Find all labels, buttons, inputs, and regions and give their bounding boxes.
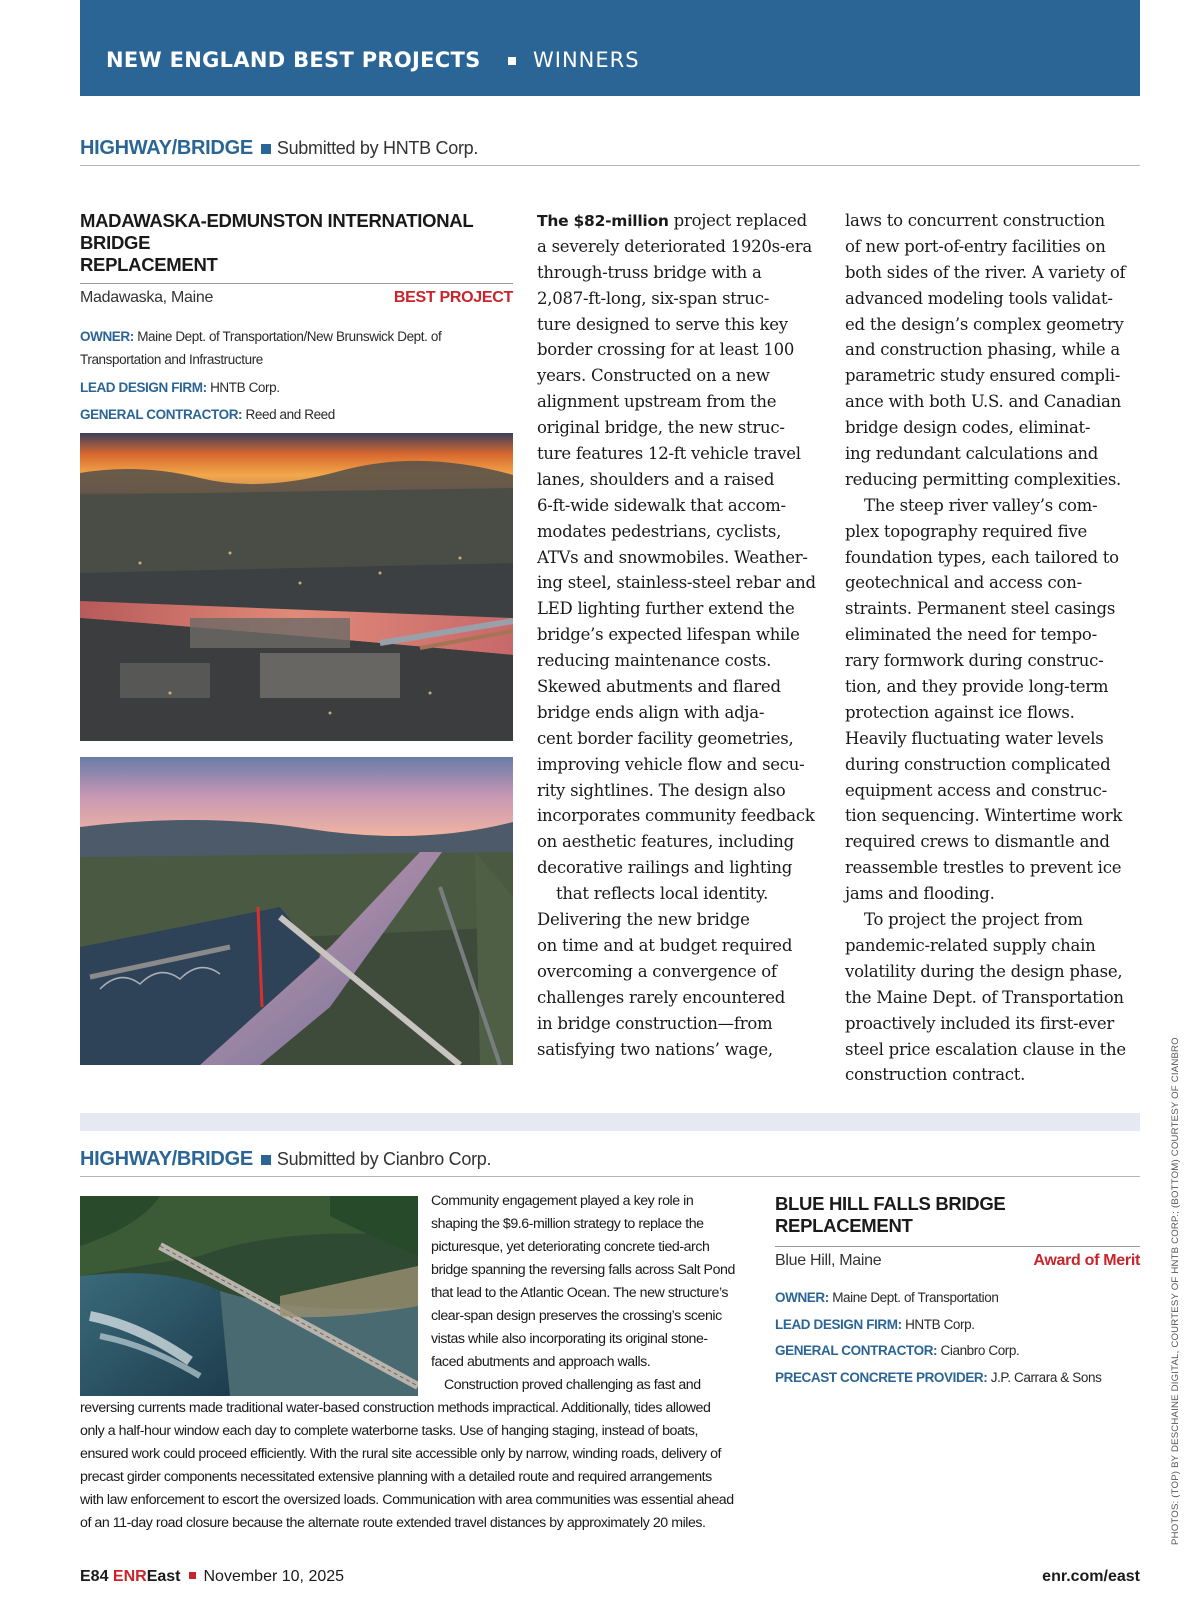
credit-value: HNTB Corp. — [905, 1316, 975, 1332]
section1-header — [80, 137, 1140, 166]
body-line: a severely deteriorated 1920s-era — [537, 236, 812, 256]
body-line: 6-ft-wide sidewalk that accom- — [537, 495, 786, 515]
section2-credit-design — [775, 1312, 1140, 1339]
body-line: rary formwork during construc- — [845, 651, 1104, 671]
blue-hill-falls-bridge-photo — [80, 1196, 418, 1396]
credit-label: OWNER: — [80, 329, 134, 344]
body-line: foundation types, each tailored to — [845, 547, 1119, 567]
body-line: bridge spanning the reversing falls across Salt Pond — [431, 1262, 735, 1278]
body-lead-bold: The $82-million — [537, 212, 669, 230]
section1-location: Madawaska, Maine — [80, 289, 214, 306]
header-separator — [508, 57, 516, 65]
body-line: advanced modeling tools validat- — [845, 288, 1113, 308]
section1-body-col2 — [845, 208, 1145, 1088]
body-line: eliminated the need for tempo- — [845, 625, 1097, 645]
section2-square-icon — [261, 1155, 271, 1165]
section2-project-title: BLUE HILL FALLS BRIDGE REPLACEMENT — [775, 1193, 1006, 1236]
body-line: parametric study ensured compli- — [845, 366, 1121, 386]
body-line: reducing maintenance costs. — [537, 651, 772, 671]
section2-header — [80, 1148, 1140, 1177]
body-line: decorative railings and lighting — [537, 858, 793, 878]
credit-value: J.P. Carrara & Sons — [990, 1369, 1102, 1385]
body-line: bridge ends align with adja- — [537, 702, 765, 722]
body-line: picturesque, yet deteriorating concrete tied-arch — [431, 1239, 710, 1255]
body-line: jams and flooding. — [845, 884, 995, 904]
body-line: tion sequencing. Wintertime work — [845, 806, 1123, 826]
section1-title-line1: MADAWASKA-EDMUNSTON INTERNATIONAL BRIDGE — [80, 210, 473, 253]
body-line: both sides of the river. A variety of — [845, 262, 1126, 282]
credit-value: Maine Dept. of Transportation — [832, 1290, 999, 1305]
credit-label: OWNER: — [775, 1290, 829, 1305]
body-line: geotechnical and access con- — [845, 573, 1082, 593]
credit-label: GENERAL CONTRACTOR: — [80, 406, 243, 422]
body-line: Skewed abutments and flared — [537, 677, 781, 697]
section1-title-line2: REPLACEMENT — [80, 254, 218, 275]
body-line: and construction phasing, while a — [845, 340, 1120, 360]
issue-date: November 10, 2025 — [203, 1568, 345, 1585]
body-line: cent border facility geometries, — [537, 728, 794, 748]
body-line: in bridge construction—from — [537, 1013, 773, 1033]
body-line: ture designed to serve this key — [537, 314, 788, 334]
body-line: that reflects local identity. — [556, 884, 769, 904]
body-line: 2,087-ft-long, six-span struc- — [537, 288, 770, 308]
body-line: Heavily fluctuating water levels — [845, 728, 1104, 748]
section2-location-row — [775, 1246, 1140, 1281]
section2-submitted-by: Submitted by Cianbro Corp. — [276, 1149, 492, 1169]
body-line: Construction proved challenging as fast and — [444, 1377, 701, 1393]
body-line: border crossing for at least 100 — [537, 340, 795, 360]
brand-enr: ENR — [112, 1568, 147, 1585]
section1-body-col1 — [537, 208, 827, 1062]
photo-credit-anchor — [1170, 1037, 1182, 1557]
section2-body-wide — [80, 1397, 760, 1535]
new-bridge-aerial-photo — [80, 757, 513, 1065]
header-banner — [80, 0, 1140, 96]
body-line: ed the design’s complex geometry — [845, 314, 1124, 334]
body-line: steel price escalation clause in the — [845, 1039, 1126, 1059]
section1-project-info — [80, 210, 513, 455]
body-line: reassemble trestles to prevent ice — [845, 858, 1122, 878]
section1-submitted-by: Submitted by HNTB Corp. — [276, 138, 479, 158]
body-line: on aesthetic features, including — [537, 832, 794, 852]
body-lead-rest: project replaced — [668, 211, 807, 230]
section1-credit-owner — [80, 324, 513, 371]
body-line: LED lighting further extend the — [537, 599, 795, 619]
section2-credit-contractor — [775, 1338, 1140, 1365]
section2-project-info — [775, 1193, 1140, 1391]
body-line: improving vehicle flow and secu- — [537, 754, 805, 774]
body-line: alignment upstream from the — [537, 392, 777, 412]
credit-label: LEAD DESIGN FIRM: — [80, 380, 207, 395]
body-line: rity sightlines. The design also — [537, 780, 786, 800]
section-divider — [80, 1113, 1140, 1131]
body-line: modates pedestrians, cyclists, — [537, 521, 782, 541]
section1-credit-contractor — [80, 402, 513, 429]
body-line: ance with both U.S. and Canadian — [845, 392, 1121, 412]
body-line: protection against ice flows. — [845, 702, 1075, 722]
body-line: reducing permitting complexities. — [845, 469, 1122, 489]
body-line: on time and at budget required — [537, 935, 793, 955]
body-line: during construction complicated — [845, 754, 1111, 774]
body-line: overcoming a convergence of — [537, 961, 777, 981]
photo-credit: PHOTOS: (TOP) BY DESCHAINE DIGITAL, COURTESY OF HNTB CORP.; (BOTTOM) COURTESY OF CIANBRO — [1170, 1037, 1181, 1545]
body-line: construction contract. — [845, 1065, 1026, 1085]
body-line: volatility during the design phase, — [845, 961, 1123, 981]
section1-credit-design — [80, 375, 513, 402]
body-line: ATVs and snowmobiles. Weather- — [537, 547, 808, 567]
credit-label: PRECAST CONCRETE PROVIDER: — [775, 1369, 988, 1385]
brand-east: East — [146, 1568, 181, 1585]
body-line: precast girder components necessitated extensive planning with a detailed route and required arrangements — [80, 1469, 712, 1485]
credit-value: HNTB Corp. — [210, 380, 280, 395]
section1-category: HIGHWAY/BRIDGE — [80, 137, 253, 159]
body-line: Delivering the new bridge — [537, 910, 750, 930]
credit-label: GENERAL CONTRACTOR: — [775, 1343, 938, 1358]
footer-url[interactable]: enr.com/east — [1042, 1568, 1140, 1585]
body-line: equipment access and construc- — [845, 780, 1107, 800]
section1-award-badge: BEST PROJECT — [393, 289, 513, 306]
section2-category: HIGHWAY/BRIDGE — [80, 1148, 253, 1170]
header-subtitle: WINNERS — [533, 48, 640, 72]
body-line: only a half-hour window each day to complete waterborne tasks. Use of hanging staging, instead of boats, — [80, 1423, 699, 1439]
body-line: of new port-of-entry facilities on — [845, 236, 1106, 256]
body-line: shaping the $9.6-million strategy to replace the — [431, 1216, 704, 1232]
body-line: ensured work could proceed efficiently. With the rural site accessible only by narrow, winding roads, delivery of — [80, 1446, 721, 1462]
body-line: original bridge, the new struc- — [537, 418, 785, 438]
body-line — [537, 208, 827, 234]
body-line: vistas while also incorporating its original stone- — [431, 1331, 708, 1347]
body-line: ing redundant calculations and — [845, 444, 1099, 464]
header-title: NEW ENGLAND BEST PROJECTS — [106, 48, 481, 72]
body-line: with law enforcement to escort the oversized loads. Communication with area communities was essential ahead — [80, 1492, 734, 1508]
section2-credits — [775, 1285, 1140, 1391]
body-line: that lead to the Atlantic Ocean. The new structure’s — [431, 1285, 729, 1301]
section1-square-icon — [261, 144, 271, 154]
section1-project-title — [80, 210, 513, 276]
body-line: Community engagement played a key role in — [431, 1193, 694, 1209]
body-line: of an 11-day road closure because the alternate route extended travel distances by approximately 20 miles. — [80, 1515, 706, 1531]
body-line: challenges rarely encountered — [537, 987, 786, 1007]
credit-value: Cianbro Corp. — [940, 1343, 1020, 1358]
body-line: ture features 12-ft vehicle travel — [537, 444, 801, 464]
body-line: satisfying two nations’ wage, — [537, 1039, 773, 1059]
section2-credit-owner — [775, 1285, 1140, 1312]
section2-body-narrow — [431, 1190, 761, 1397]
body-line: faced abutments and approach walls. — [431, 1354, 651, 1370]
credit-label: LEAD DESIGN FIRM: — [775, 1316, 902, 1332]
body-line: through-truss bridge with a — [537, 262, 762, 282]
body-line: incorporates community feedback — [537, 806, 815, 826]
page-number: E84 — [80, 1568, 109, 1585]
body-line: bridge design codes, eliminat- — [845, 418, 1091, 438]
body-line: ing steel, stainless-steel rebar and — [537, 573, 816, 593]
footer-left — [80, 1568, 344, 1586]
body-line: straints. Permanent steel casings — [845, 599, 1116, 619]
body-line: required crews to dismantle and — [845, 832, 1110, 852]
body-line: The steep river valley’s com- — [864, 495, 1098, 515]
credit-value: Reed and Reed — [245, 406, 335, 422]
footer-square-icon — [189, 1572, 196, 1579]
body-line: tion, and they provide long-term — [845, 677, 1109, 697]
body-line: pandemic-related supply chain — [845, 935, 1096, 955]
body-line: clear-span design preserves the crossing’s scenic — [431, 1308, 722, 1324]
body-line: reversing currents made traditional water-based construction methods impractical. Additionally, tides allowed — [80, 1400, 711, 1416]
credit-value: Maine Dept. of Transportation/New Brunswick Dept. of Transportation and Infrastructure — [80, 329, 442, 367]
body-line: To project the project from — [864, 910, 1083, 930]
body-line: lanes, shoulders and a raised — [537, 469, 775, 489]
section2-location: Blue Hill, Maine — [775, 1252, 882, 1269]
body-line: the Maine Dept. of Transportation — [845, 987, 1124, 1007]
body-line: bridge’s expected lifespan while — [537, 625, 800, 645]
body-line: plex topography required five — [845, 521, 1088, 541]
body-line: proactively included its first-ever — [845, 1013, 1115, 1033]
section2-credit-precast — [775, 1365, 1140, 1392]
body-line: laws to concurrent construction — [845, 211, 1105, 230]
body-line: years. Constructed on a new — [537, 366, 770, 386]
section1-location-row — [80, 283, 513, 318]
madawaska-aerial-photo — [80, 433, 513, 741]
section2-award-badge: Award of Merit — [1033, 1252, 1140, 1269]
